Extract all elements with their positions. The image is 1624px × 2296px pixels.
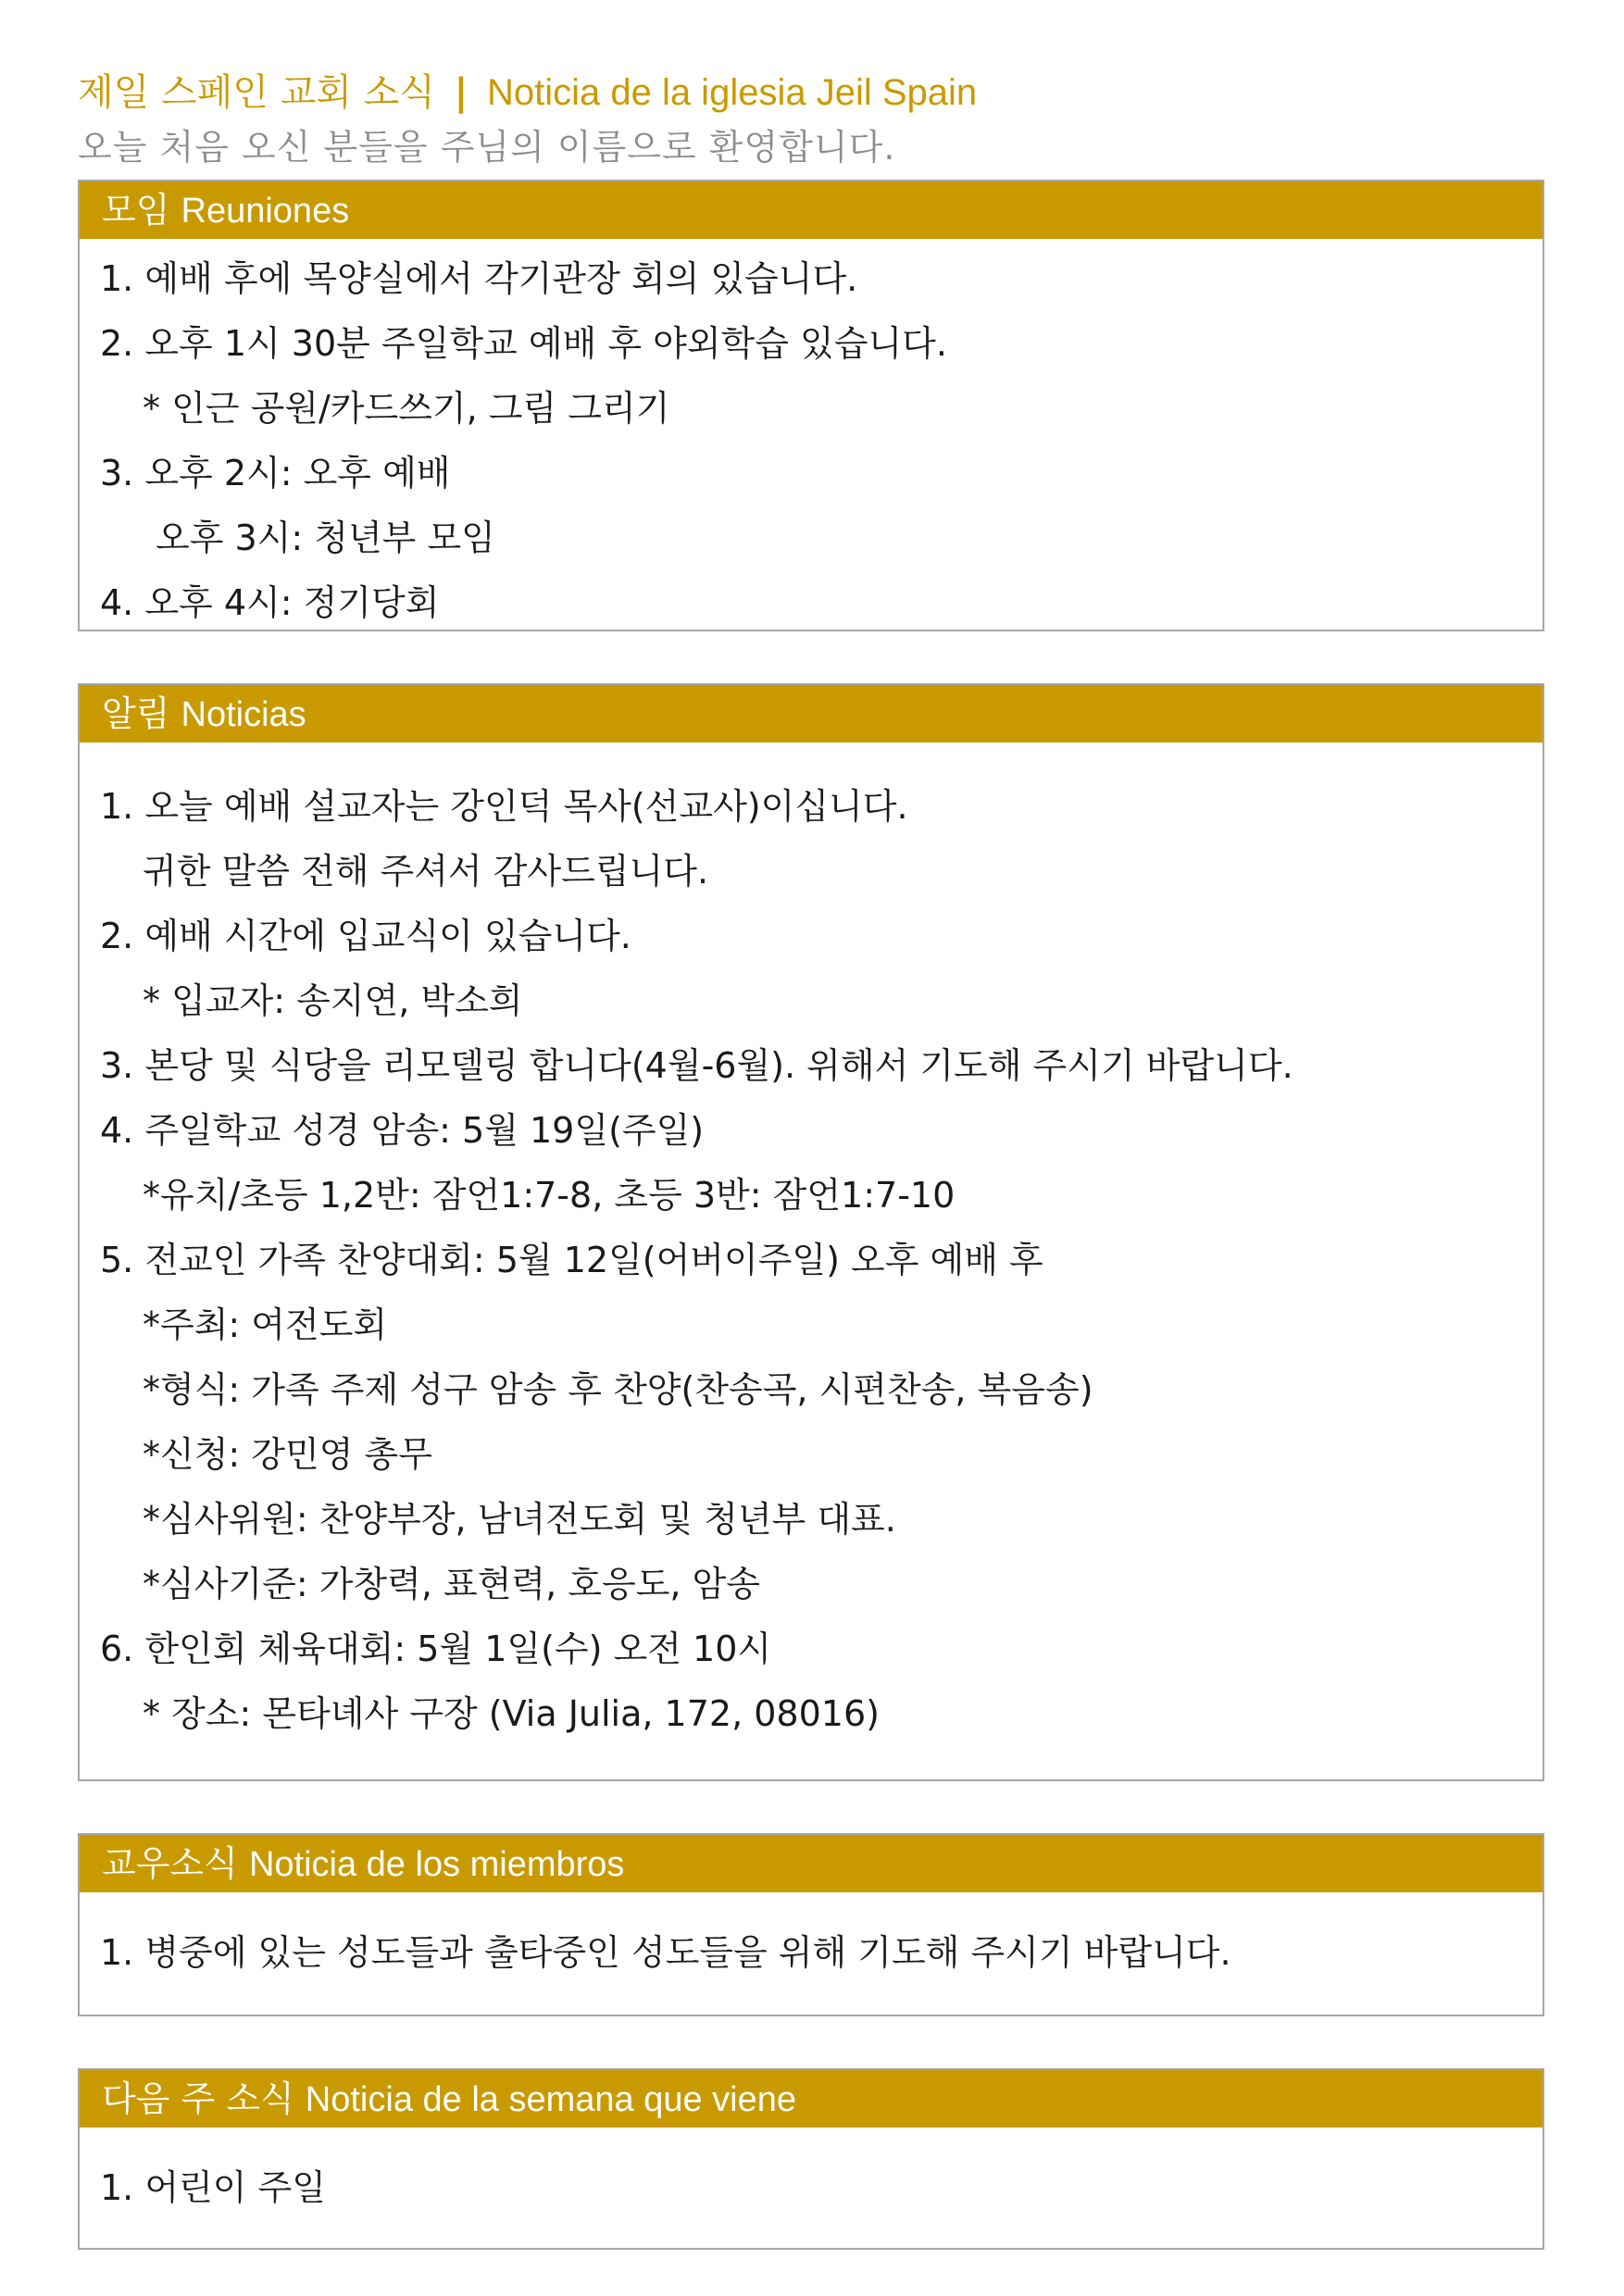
- list-item-detail: *형식: 가족 주제 성구 암송 후 찬양(찬송곡, 시편찬송, 복음송): [143, 1369, 1093, 1410]
- title-separator: |: [454, 71, 468, 114]
- list-item: 1. 병중에 있는 성도들과 출타중인 성도들을 위해 기도해 주시기 바랍니다.: [100, 1932, 1231, 1973]
- section-reuniones: [78, 180, 1544, 631]
- section-title-korean: 모임: [102, 190, 170, 231]
- section-title-korean: 다음 주 소식: [102, 2078, 294, 2119]
- section-header-noticias: [80, 685, 1543, 742]
- list-item: 4. 주일학교 성경 암송: 5월 19일(주일): [100, 1110, 705, 1151]
- list-item: 6. 한인회 체육대회: 5월 1일(수) 오전 10시: [100, 1628, 772, 1669]
- list-item-detail: *심사위원: 찬양부장, 남녀전도회 및 청년부 대표.: [143, 1499, 896, 1540]
- section-body: [80, 742, 1543, 1746]
- bulletin-header: [78, 65, 977, 174]
- list-item-detail: *주최: 여전도회: [143, 1304, 388, 1345]
- list-item-detail: *유치/초등 1,2반: 잠언1:7-8, 초등 3반: 잠언1:7-10: [143, 1175, 956, 1216]
- section-title-spanish: Noticia de la semana que viene: [305, 2080, 797, 2119]
- list-item: 3. 본당 및 식당을 리모델링 합니다(4월-6월). 위해서 기도해 주시기 바랍니다.: [100, 1045, 1293, 1086]
- section-title-spanish: Reuniones: [181, 192, 350, 231]
- title-korean: 제일 스페인 교회 소식: [78, 71, 435, 114]
- list-item-detail: 귀한 말씀 전해 주셔서 감사드립니다.: [143, 851, 709, 892]
- list-item-detail: * 인근 공원/카드쓰기, 그림 그리기: [143, 388, 670, 429]
- section-header-semana: [80, 2070, 1543, 2128]
- section-semana: [78, 2068, 1544, 2250]
- section-title-korean: 알림: [102, 693, 170, 734]
- section-title-spanish: Noticia de los miembros: [248, 1845, 625, 1884]
- list-item: 1. 어린이 주일: [100, 2167, 326, 2208]
- page-title: [78, 65, 977, 120]
- section-miembros: [78, 1833, 1544, 2016]
- section-title-korean: 교우소식: [102, 1843, 238, 1884]
- list-item: 3. 오후 2시: 오후 예배: [100, 453, 451, 493]
- list-item: 1. 예배 후에 목양실에서 각기관장 회의 있습니다.: [100, 258, 858, 299]
- section-header-reuniones: [80, 181, 1543, 239]
- welcome-message: 오늘 처음 오신 분들을 주님의 이름으로 환영합니다.: [78, 127, 896, 168]
- section-header-miembros: [80, 1835, 1543, 1892]
- list-item-detail: *신청: 강민영 총무: [143, 1434, 432, 1475]
- list-item-detail: *심사기준: 가창력, 표현력, 호응도, 암송: [143, 1564, 760, 1604]
- list-item: 2. 오후 1시 30분 주일학교 예배 후 야외학습 있습니다.: [100, 323, 947, 364]
- list-item-detail: * 입교자: 송지연, 박소희: [143, 980, 523, 1021]
- section-noticias: [78, 683, 1544, 1781]
- title-spanish: Noticia de la iglesia Jeil Spain: [486, 72, 978, 113]
- list-item: 1. 오늘 예배 설교자는 강인덕 목사(선교사)이십니다.: [100, 786, 908, 827]
- list-item: 4. 오후 4시: 정기당회: [100, 582, 440, 623]
- section-body: [80, 2128, 1543, 2220]
- list-item: 2. 예배 시간에 입교식이 있습니다.: [100, 916, 631, 956]
- section-body: [80, 239, 1543, 635]
- list-item-detail: * 장소: 몬타녜사 구장 (Via Julia, 172, 08016): [143, 1693, 880, 1734]
- section-body: [80, 1892, 1543, 1985]
- list-item: 5. 전교인 가족 찬양대회: 5월 12일(어버이주일) 오후 예배 후: [100, 1240, 1043, 1280]
- section-title-spanish: Noticias: [181, 695, 306, 734]
- list-item-detail: 오후 3시: 청년부 모임: [156, 518, 495, 558]
